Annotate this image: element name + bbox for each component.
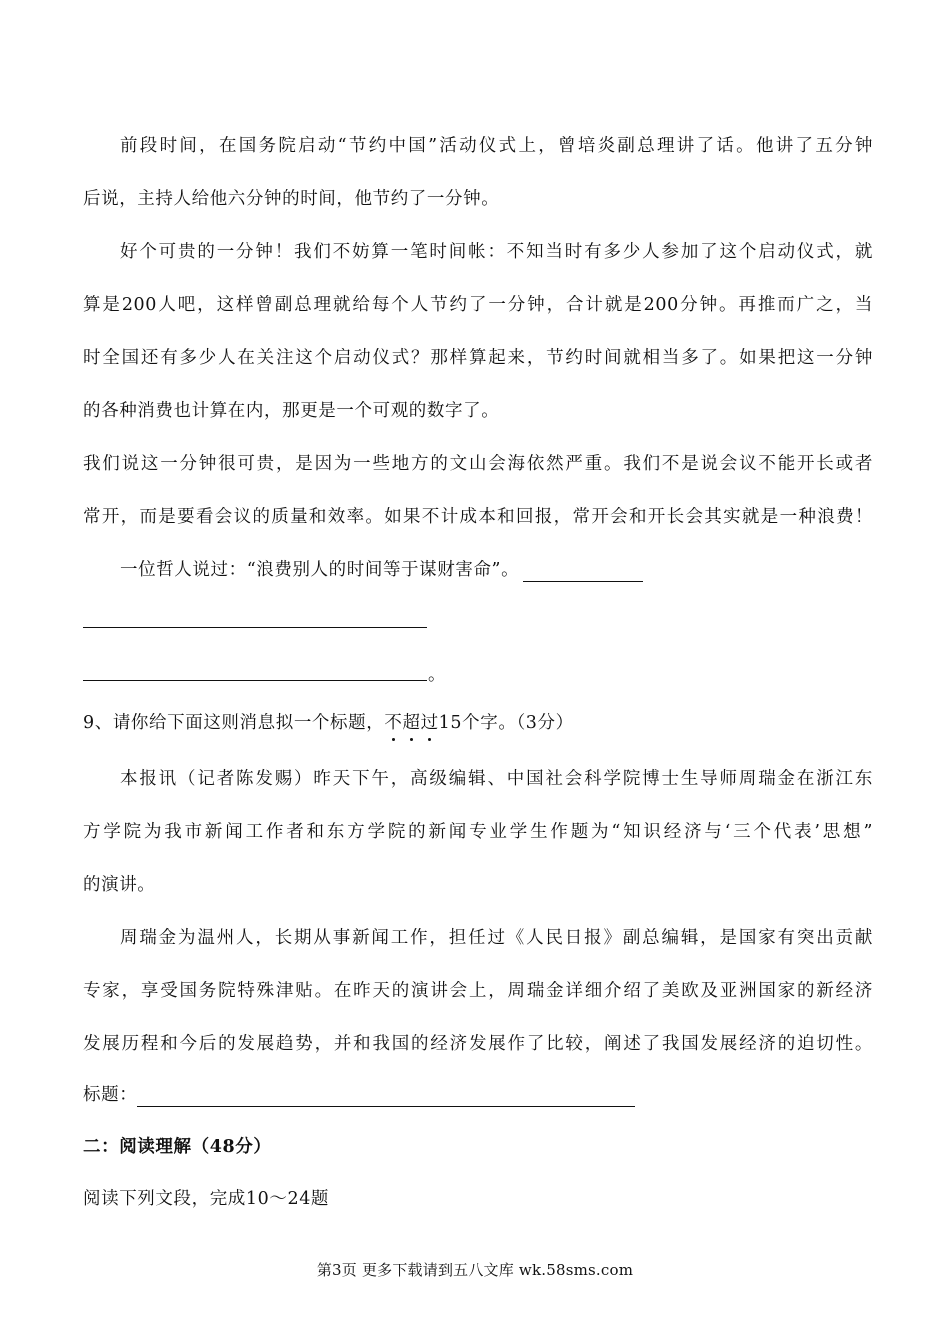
emphasis-char-2: 超 (402, 713, 421, 733)
news-p1-line2: 方学院为我市新闻工作者和东方学院的新闻专业学生作题为“知识经济与‘三个代表’思想” (83, 822, 873, 842)
news-p2-line1: 周瑞金为温州人，长期从事新闻工作，担任过《人民日报》副总编辑，是国家有突出贡献 (120, 928, 873, 948)
emphasis-char-1: 不 (384, 713, 403, 733)
passage-p3-line2: 常开，而是要看会议的质量和效率。如果不计成本和回报，常开会和开长会其实就是一种浪费！ (83, 507, 873, 527)
title-answer-row (83, 1083, 873, 1107)
news-p1-line1: 本报讯（记者陈发赐）昨天下午，高级编辑、中国社会科学院博士生导师周瑞金在浙江东 (120, 769, 873, 789)
passage-p2-line2: 算是200人吧，这样曾副总理就给每个人节约了一分钟，合计就是200分钟。再推而广之，当 (83, 295, 873, 315)
title-label: 标题： (83, 1085, 138, 1105)
emphasis-char-3: 过 (420, 713, 439, 733)
title-answer-blank[interactable] (137, 1088, 635, 1107)
passage-p3-line1: 我们说这一分钟很可贵，是因为一些地方的文山会海依然严重。我们不是说会议不能开长或者 (83, 454, 873, 474)
section-heading: 二：阅读理解（48分） (83, 1137, 272, 1157)
answer-end-period: 。 (428, 665, 447, 685)
passage-p2-line4: 的各种消费也计算在内，那更是一个可观的数字了。 (83, 401, 500, 421)
passage-p1-line1: 前段时间，在国务院启动“节约中国”活动仪式上，曾培炎副总理讲了话。他讲了五分钟 (120, 136, 873, 156)
question-9: 9、请你给下面这则消息拟一个标题，不超过15个字。（3分） (83, 713, 574, 733)
quote-sentence: 一位哲人说过：“浪费别人的时间等于谋财害命”。 (120, 560, 520, 580)
page-footer: 第3页 更多下载请到五八文库 wk.58sms.com (316, 1261, 634, 1279)
passage-p2-line1: 好个可贵的一分钟！我们不妨算一笔时间帐：不知当时有多少人参加了这个启动仪式，就 (120, 242, 873, 262)
news-p2-line2: 专家，享受国务院特殊津贴。在昨天的演讲会上，周瑞金详细介绍了美欧及亚洲国家的新经济 (83, 981, 873, 1001)
passage-p2-line3: 时全国还有多少人在关注这个启动仪式？那样算起来，节约时间就相当多了。如果把这一分钟 (83, 348, 873, 368)
passage-p4-line1 (120, 558, 873, 582)
news-p1-line3: 的演讲。 (83, 875, 156, 895)
answer-blank-3[interactable] (83, 680, 427, 681)
section-instruction: 阅读下列文段，完成10～24题 (83, 1189, 330, 1209)
news-p2-line3: 发展历程和今后的发展趋势，并和我国的经济发展作了比较，阐述了我国发展经济的迫切性。 (83, 1034, 873, 1054)
answer-blank-1[interactable] (523, 563, 643, 582)
passage-p1-line2: 后说，主持人给他六分钟的时间，他节约了一分钟。 (83, 189, 500, 209)
answer-blank-2[interactable] (83, 627, 427, 628)
